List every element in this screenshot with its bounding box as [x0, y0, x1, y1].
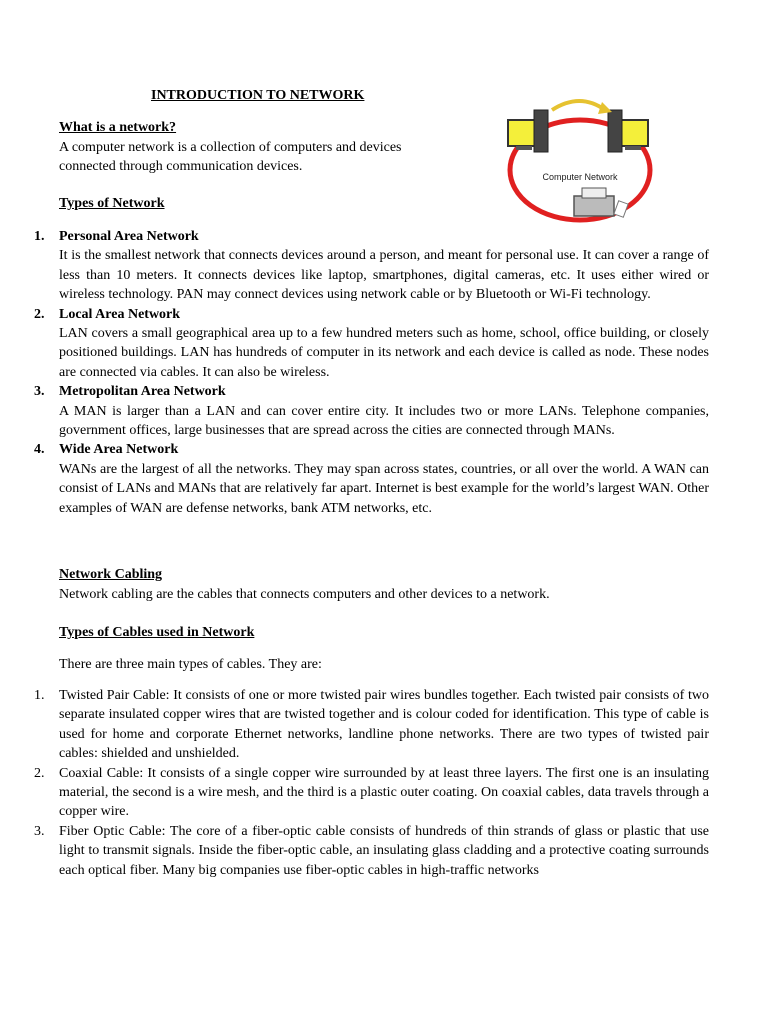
list-item	[34, 822, 709, 880]
network-cabling-text: Network cabling are the cables that connects computers and other devices to a network.	[59, 587, 550, 602]
figure-label: Computer Network	[542, 172, 618, 182]
printer-icon	[574, 188, 628, 217]
network-type-text: WANs are the largest of all the networks. They may span across states, countries, or all over the world. A WAN can consist of LANs and MANs that are relatively far apart. Internet is best example for the world’s largest WAN. Other examples of WAN are defense networks, bank ATM networks, etc.	[59, 461, 709, 516]
network-cabling-heading: Network Cabling	[59, 567, 163, 582]
cable-types-list	[34, 686, 709, 880]
list-number: 3.	[34, 823, 45, 839]
cable-type-text: Coaxial Cable: It consists of a single copper wire surrounded by at least three layers. The first one is an insulating material, the second is a wire mesh, and the third is a plastic outer coating. On coaxial cables, data travels through a copper wire.	[59, 765, 709, 820]
what-is-network-text: A computer network is a collection of computers and devices connected through communication devices.	[59, 139, 402, 174]
network-type-text: It is the smallest network that connects devices around a person, and meant for personal use. It can cover a range of less than 10 meters. It connects devices like laptop, smartphones, digital cameras, etc. It uses either wired or wireless technology. PAN may connect devices using network cable or by Bluetooth or Wi-Fi technology.	[59, 248, 709, 303]
list-number: 1.	[34, 688, 45, 703]
list-number: 2.	[34, 765, 45, 781]
left-computer-icon	[508, 110, 548, 152]
types-of-network-heading: Types of Network	[59, 196, 165, 211]
list-item	[34, 764, 709, 822]
list-item	[34, 440, 709, 518]
cable-type-text: Twisted Pair Cable: It consists of one or more twisted pair wires bundles together. Each twisted pair consists of two separate insulated copper wires that are twisted together and is colour coded for identification. This type of cable is used for home and corporate Ethernet networks, landline phone networks. There are two types of twisted pair cables: shielded and unshielded.	[59, 688, 709, 762]
list-number: 1.	[34, 229, 45, 244]
list-number: 4.	[34, 442, 45, 458]
list-item	[34, 382, 709, 440]
cables-intro-text: There are three main types of cables. They are:	[59, 657, 322, 672]
types-of-cables-heading: Types of Cables used in Network	[59, 625, 255, 640]
list-number: 2.	[34, 306, 45, 322]
network-type-text: LAN covers a small geographical area up to a few hundred meters such as home, school, office building, or closely positioned buildings. LAN has hundreds of computer in its network and each device is called as node. These nodes are connected via cables. It can also be wireless.	[59, 326, 709, 380]
network-type-name: Wide Area Network	[59, 442, 179, 458]
what-is-network-heading: What is a network?	[59, 120, 177, 135]
network-type-name: Metropolitan Area Network	[59, 384, 226, 400]
list-item	[34, 227, 709, 305]
what-is-network-section	[59, 118, 449, 177]
computer-network-illustration	[490, 92, 670, 234]
list-number: 3.	[34, 384, 45, 400]
network-type-text: A MAN is larger than a LAN and can cover entire city. It includes two or more LANs. Telephone companies, government offices, large businesses that are spread across the cities are connected through MANs.	[59, 403, 709, 439]
right-computer-icon	[608, 110, 648, 152]
list-item	[34, 305, 709, 383]
network-type-name: Local Area Network	[59, 306, 181, 322]
transfer-arrow-icon	[552, 101, 605, 110]
cable-type-text: Fiber Optic Cable: The core of a fiber-optic cable consists of hundreds of thin strands of glass or plastic that use light to transmit signals. Inside the fiber-optic cable, an insulating glass cladding and a protective coating surrounds each optical fiber. Many big companies use fiber-optic cables in high-traffic networks	[59, 823, 709, 878]
network-type-name: Personal Area Network	[59, 229, 199, 244]
page-title: INTRODUCTION TO NETWORK	[151, 88, 365, 103]
network-types-list	[34, 227, 709, 518]
list-item	[34, 686, 709, 764]
